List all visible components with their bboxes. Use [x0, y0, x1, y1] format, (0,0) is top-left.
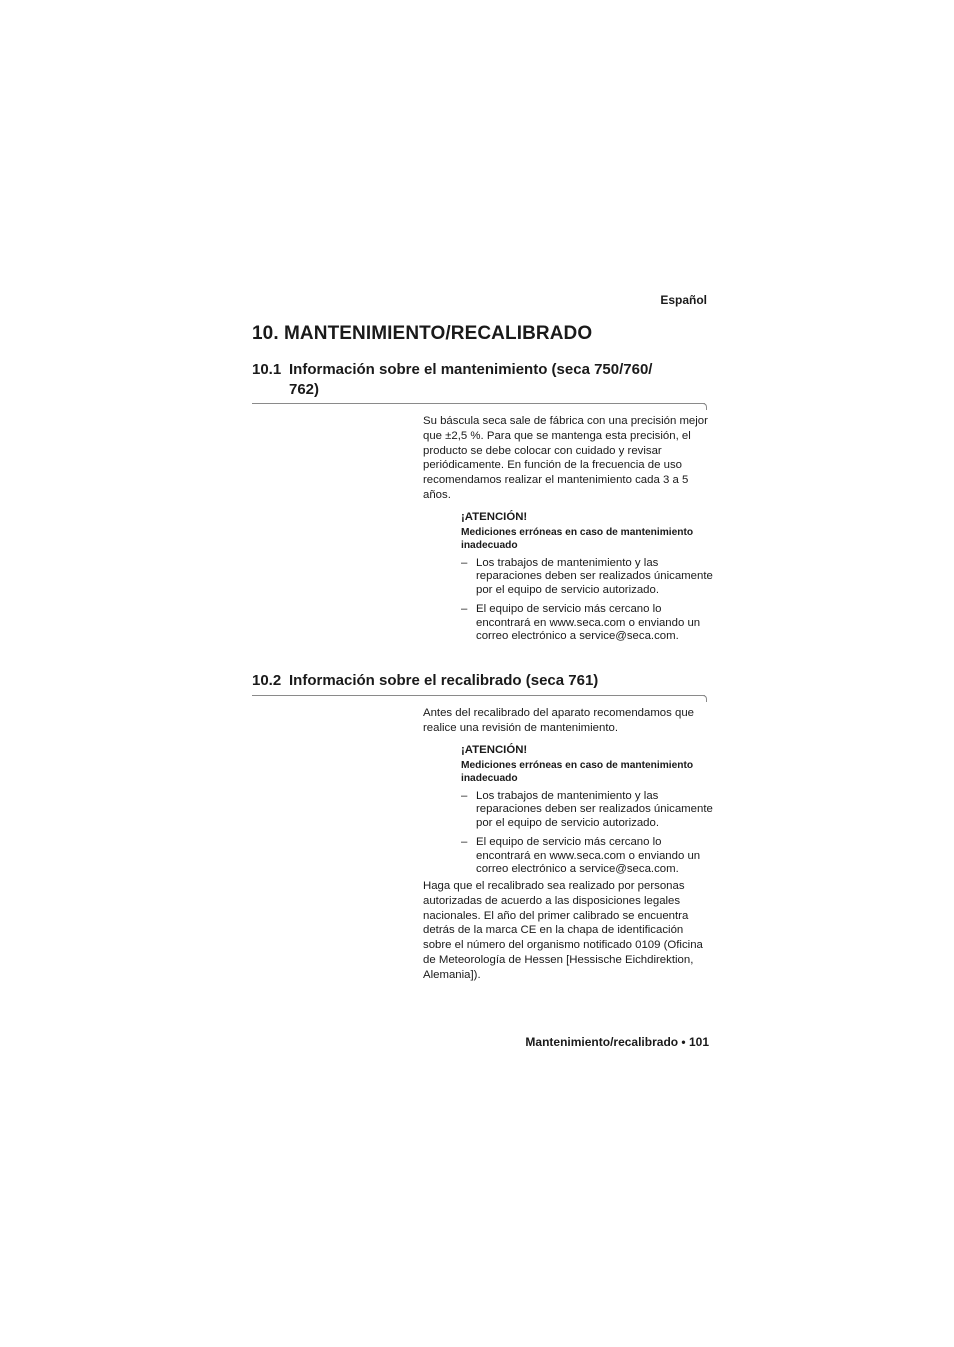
list-item: – El equipo de servicio más cercano lo encontrará en www.seca.com o enviando un correo electrónico a service@seca.com.	[461, 602, 701, 643]
warning-subtitle: Mediciones erróneas en caso de mantenimiento inadecuado	[461, 526, 694, 552]
section-2-title: Información sobre el recalibrado (seca 761)	[289, 672, 599, 689]
warning-title: ¡ATENCIÓN!	[461, 511, 528, 523]
chapter-title: MANTENIMIENTO/RECALIBRADO	[284, 323, 593, 344]
language-label: Español	[660, 293, 707, 307]
warning-subtitle: Mediciones erróneas en caso de mantenimiento inadecuado	[461, 759, 694, 785]
list-item: – Los trabajos de mantenimiento y las reparaciones deben ser realizados únicamente por el equipo de servicio autorizado.	[461, 556, 713, 597]
section-1-title-line1: Información sobre el mantenimiento (seca 750/760/	[289, 361, 653, 378]
section-2-paragraph-1: Antes del recalibrado del aparato recomendamos que realice una revisión de mantenimiento.	[423, 707, 695, 734]
section-1-number: 10.1	[252, 361, 282, 378]
page-footer: Mantenimiento/recalibrado • 101	[525, 1035, 709, 1049]
section-2-divider	[252, 695, 705, 696]
chapter-heading	[252, 323, 592, 345]
section-1-title-line2: 762)	[289, 381, 320, 398]
section-1-warning	[461, 511, 713, 649]
section-2-paragraph-2: Haga que el recalibrado sea realizado por personas autorizadas de acuerdo a las disposiciones legales nacionales. El año del primer calibrado se encuentra detrás de la marca CE en la chapa de identificación sobre el número del organismo notificado 0109 (Oficina de Meteorología de Hessen [Hessische Eichdirektion, Alemania]).	[423, 880, 703, 981]
chapter-number: 10.	[252, 323, 279, 344]
section-1-paragraph: Su báscula seca sale de fábrica con una precisión mejor que ±2,5 %. Para que se mantenga esta precisión, el producto se debe colocar con cuidado y revisar periódicamente. En función de la frecuencia de uso recomendamos realizar el mantenimiento cada 3 a 5 años.	[423, 415, 708, 501]
section-1-divider	[252, 403, 705, 404]
list-item: – Los trabajos de mantenimiento y las reparaciones deben ser realizados únicamente por el equipo de servicio autorizado.	[461, 789, 713, 830]
warning-title: ¡ATENCIÓN!	[461, 744, 528, 756]
section-2-warning	[461, 744, 713, 882]
list-item: – El equipo de servicio más cercano lo encontrará en www.seca.com o enviando un correo electrónico a service@seca.com.	[461, 835, 701, 876]
section-1-heading	[252, 360, 652, 400]
section-2-heading	[252, 671, 598, 691]
section-2-number: 10.2	[252, 672, 282, 689]
